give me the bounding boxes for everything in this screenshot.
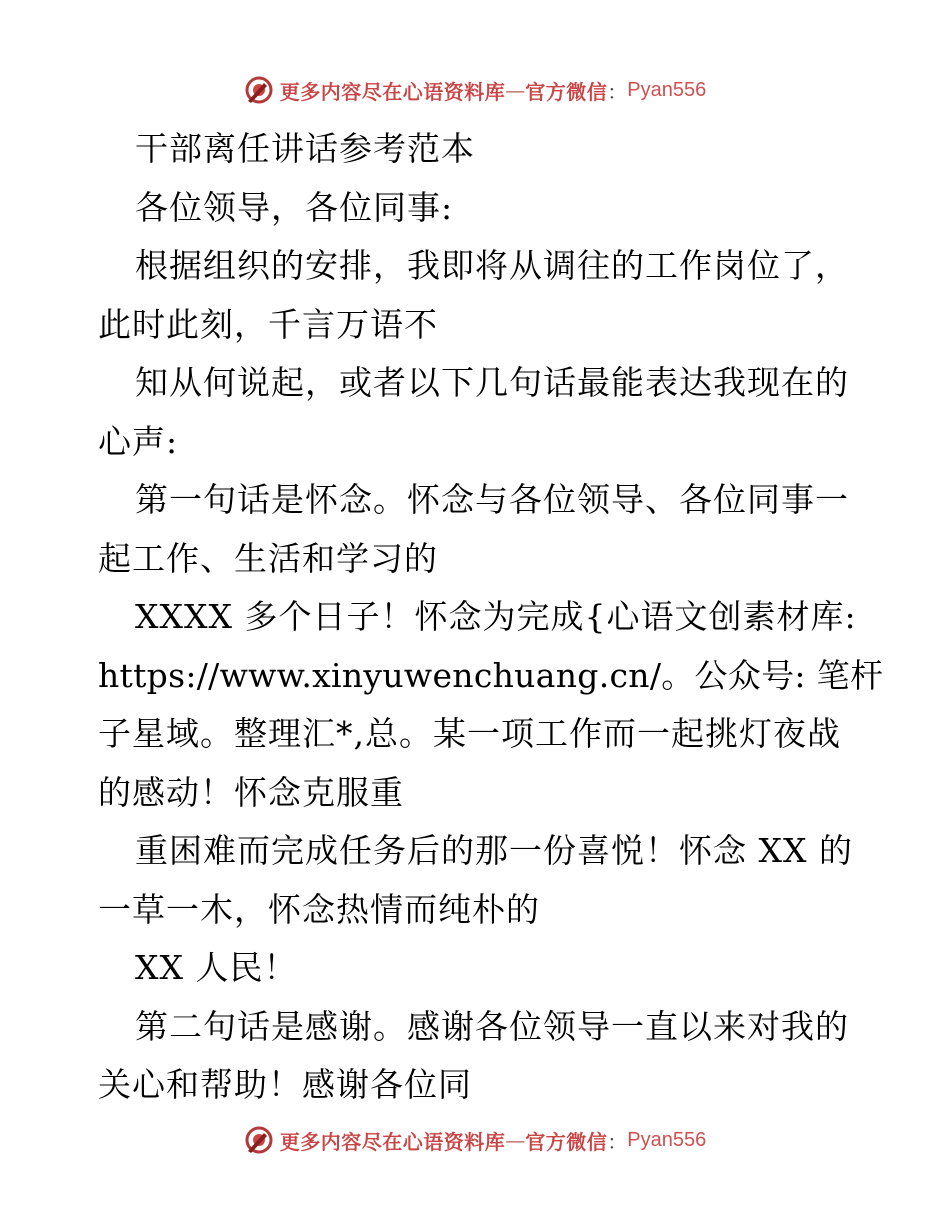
watermark-account-id: Pyan556 bbox=[627, 1128, 707, 1151]
watermark-account-label: 官方微信 bbox=[525, 79, 608, 104]
paragraph-line: 根据组织的安排，我即将从调往的工作岗位了， bbox=[135, 246, 849, 285]
watermark-brand: 更多内容尽在心语资料库 bbox=[279, 1129, 506, 1154]
watermark-brand: 更多内容尽在心语资料库 bbox=[279, 79, 506, 104]
paragraph-line: 子星域。整理汇*,总。某一项工作而一起挑灯夜战 bbox=[98, 714, 841, 753]
document-title: 干部离任讲话参考范本 bbox=[135, 129, 475, 168]
header-watermark bbox=[0, 70, 950, 110]
paragraph-line: 第一句话是怀念。怀念与各位领导、各位同事一 bbox=[135, 480, 849, 519]
paragraph-line: 知从何说起，或者以下几句话最能表达我现在的 bbox=[135, 363, 849, 402]
paragraph-line: 关心和帮助！感谢各位同 bbox=[98, 1065, 472, 1104]
paragraph-line: 第二句话是感谢。感谢各位领导一直以来对我的 bbox=[135, 1006, 849, 1046]
paragraph-line: 一草一木，怀念热情而纯朴的 bbox=[98, 889, 540, 929]
paragraph-line: 重困难而完成任务后的那一份喜悦！怀念 XX 的 bbox=[135, 831, 853, 870]
paragraph-line: XX 人民！ bbox=[135, 948, 298, 987]
watermark-account-label: 官方微信 bbox=[525, 1129, 608, 1154]
watermark-dash: — bbox=[505, 1128, 526, 1152]
paragraph-line: 此时此刻，千言万语不 bbox=[98, 304, 438, 344]
watermark-dash: — bbox=[505, 78, 526, 102]
paragraph-line-url: https://www.xinyuwenchuang.cn/。公众号: 笔杆 bbox=[98, 655, 884, 695]
watermark-account-id: Pyan556 bbox=[627, 78, 707, 101]
pen-circle-logo-icon bbox=[244, 1125, 274, 1155]
paragraph-line: 心声: bbox=[98, 421, 179, 461]
paragraph-line: 起工作、生活和学习的 bbox=[98, 538, 438, 578]
document-body bbox=[98, 120, 884, 1115]
paragraph-line: XXXX 多个日子！怀念为完成{心语文创素材库: bbox=[135, 597, 857, 636]
salutation: 各位领导，各位同事: bbox=[135, 187, 454, 227]
footer-watermark bbox=[0, 1120, 950, 1160]
paragraph-line: 的感动！怀念克服重 bbox=[98, 772, 404, 812]
watermark-separator: ： bbox=[607, 79, 628, 104]
pen-circle-logo-icon bbox=[244, 75, 274, 105]
watermark-separator: ： bbox=[607, 1129, 628, 1154]
